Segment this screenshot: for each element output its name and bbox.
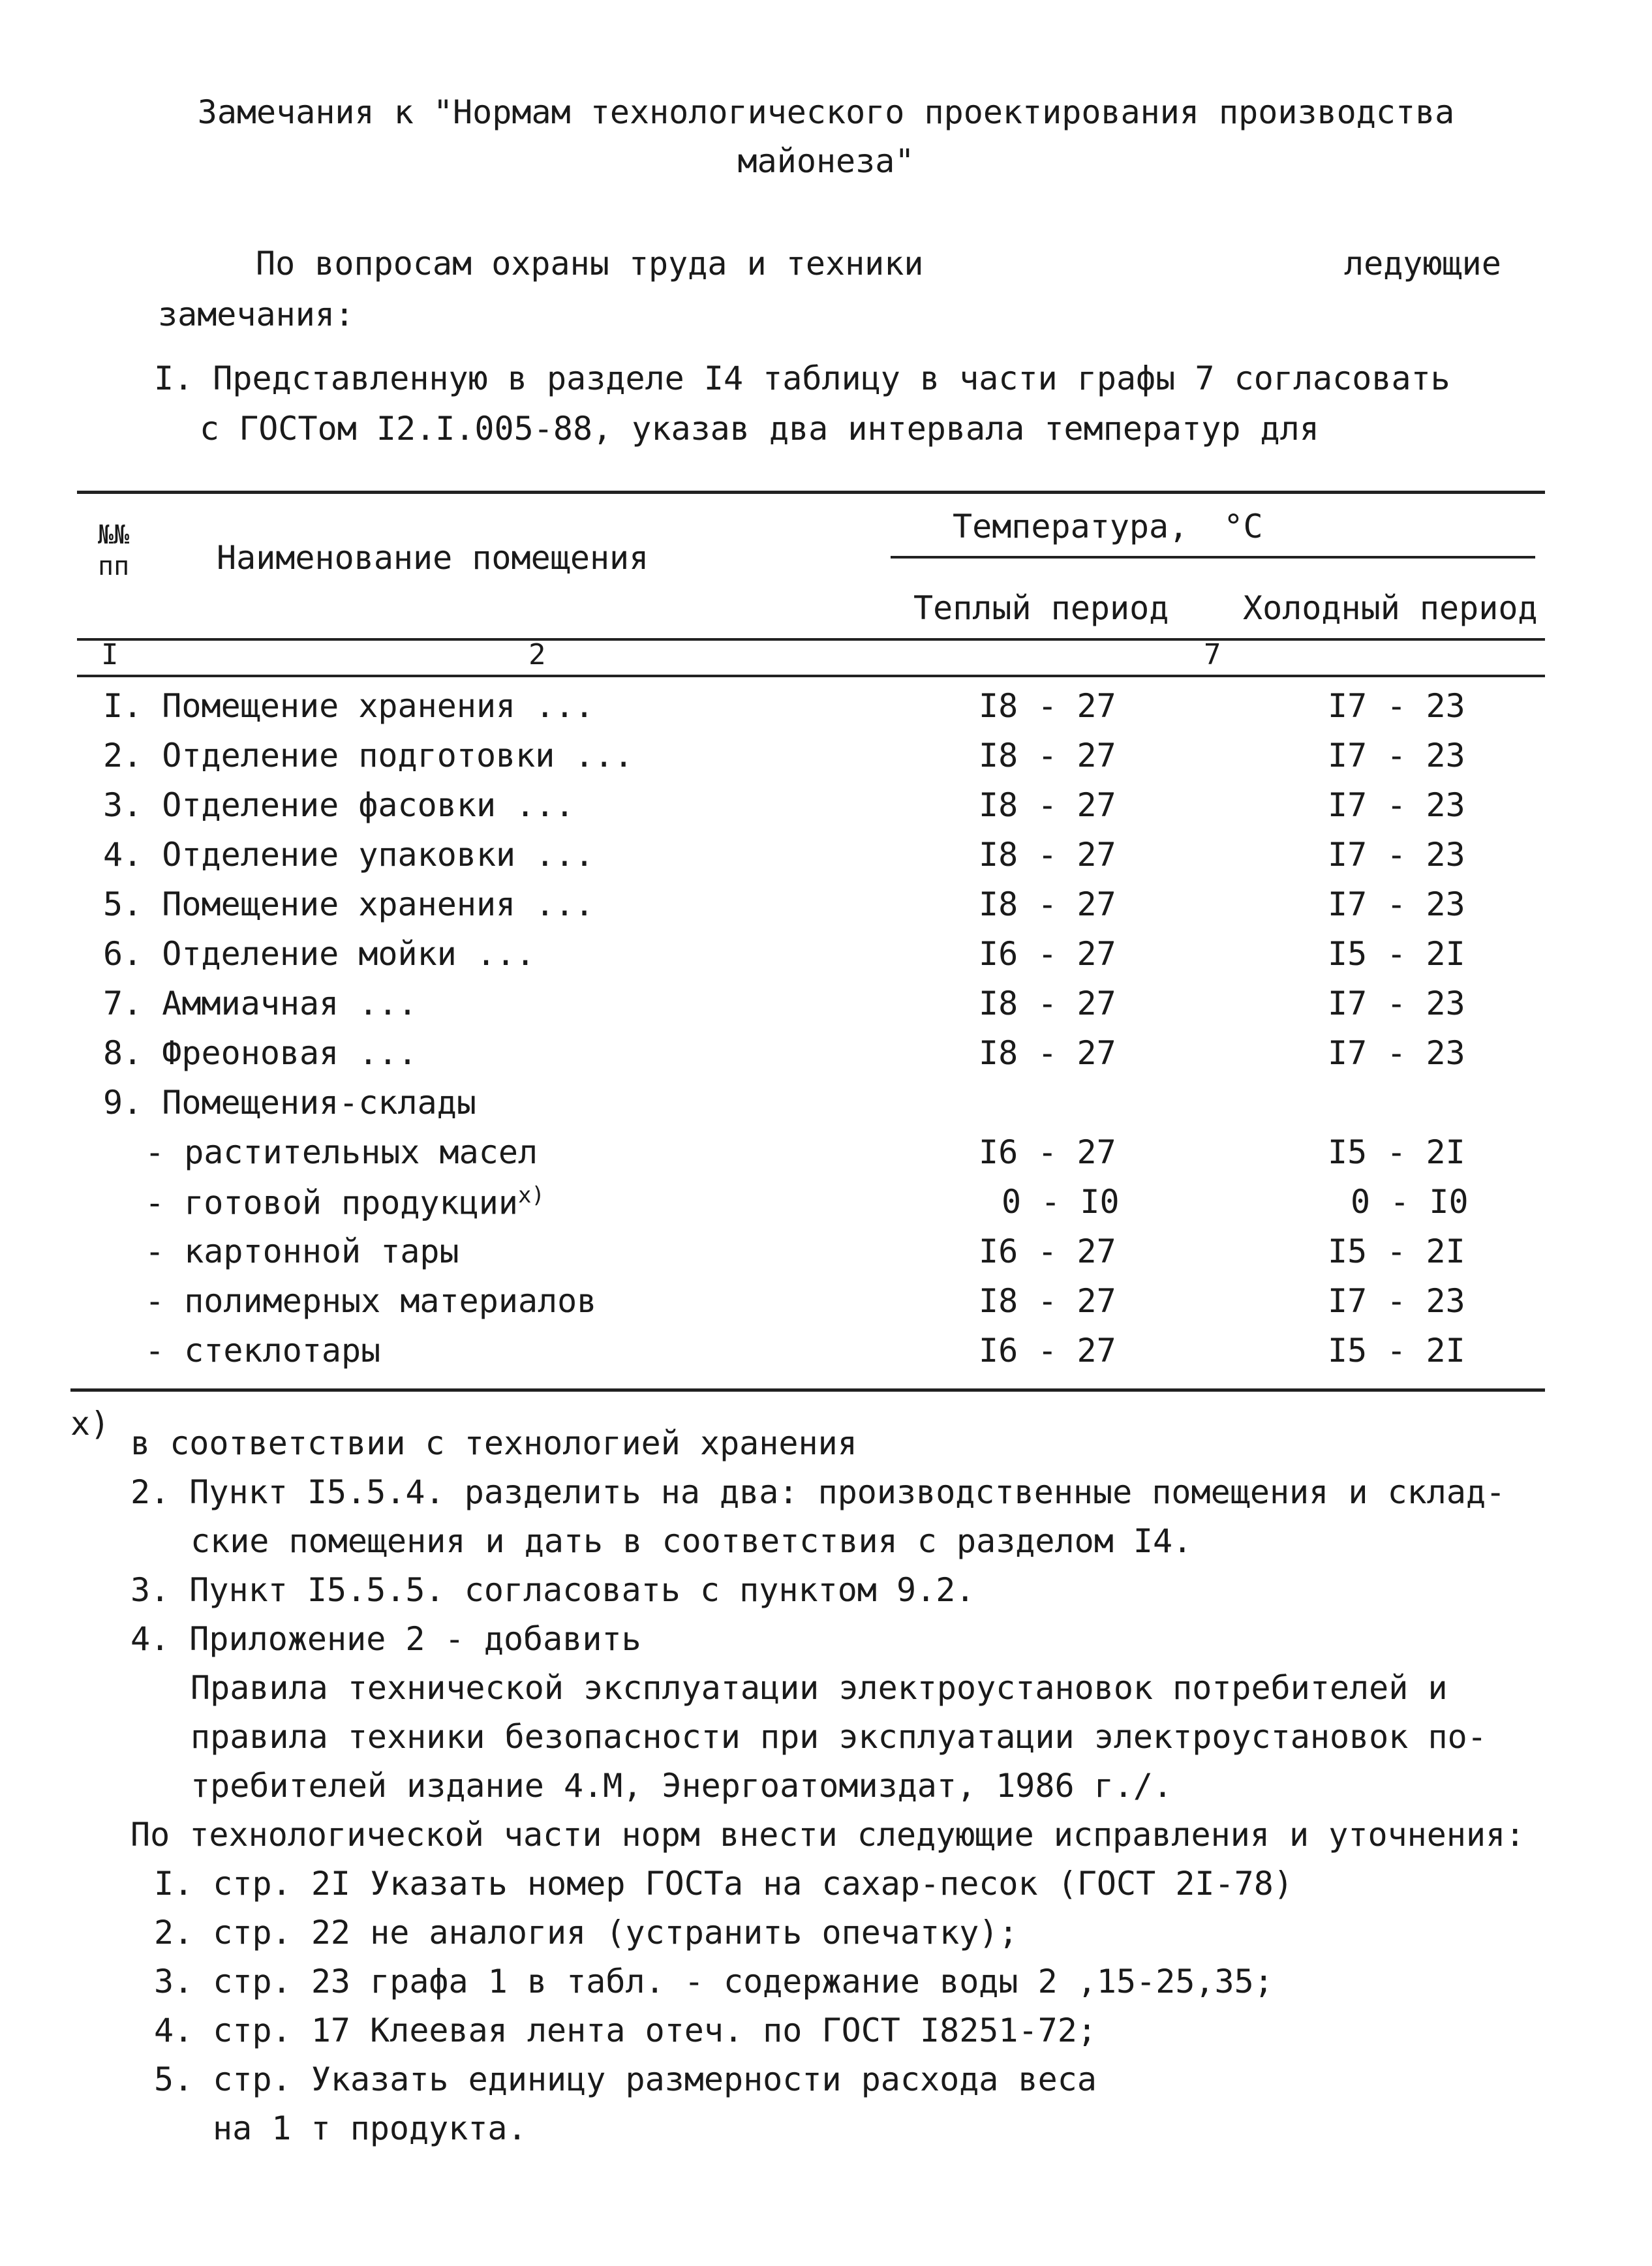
table-row-2-cold: I7 - 23 [1328, 737, 1465, 774]
table-row-4-warm: I8 - 27 [979, 836, 1116, 874]
tech-line-3: 3. стр. 23 графа 1 в табл. - содержание воды 2 ,15-25,35; [154, 1963, 1274, 2000]
tech-line-6: на 1 т продукта. [213, 2109, 527, 2147]
header-name-col: Наименование помещения [217, 539, 649, 577]
table-row-8-name: 8. Фреоновая ... [103, 1034, 418, 1072]
document-title-line1: Замечания к "Нормам технологического проектирования производства [197, 93, 1455, 131]
table-row-6-cold: I5 - 2I [1328, 935, 1465, 973]
table-row-11-warm: 0 - I0 [1002, 1183, 1120, 1221]
footnote-mark: x) [70, 1405, 110, 1443]
item2-line1: 2. Пункт I5.5.4. разделить на два: производственные помещения и склад- [130, 1473, 1506, 1511]
table-row-12-cold: I5 - 2I [1328, 1233, 1465, 1270]
table-row-5-cold: I7 - 23 [1328, 885, 1465, 923]
col-number-7: 7 [1204, 638, 1221, 671]
item4-line1: 4. Приложение 2 - добавить [130, 1620, 641, 1658]
table-row-10-warm: I6 - 27 [979, 1133, 1116, 1171]
header-num-line1: №№ [98, 520, 130, 550]
table-top-rule [77, 491, 1545, 494]
table-row-11-cold: 0 - I0 [1351, 1183, 1469, 1221]
tech-line-4: 4. стр. 17 Клеевая лента отеч. по ГОСТ I8251-72; [154, 2012, 1097, 2049]
tech-line-2: 2. стр. 22 не аналогия (устранить опечатку); [154, 1914, 1018, 1952]
col-number-rule [77, 675, 1545, 677]
table-row-7-cold: I7 - 23 [1328, 985, 1465, 1022]
col-number-1: I [101, 638, 119, 671]
table-row-5-name: 5. Помещение хранения ... [103, 885, 594, 923]
table-row-2-warm: I8 - 27 [979, 737, 1116, 774]
table-row-8-warm: I8 - 27 [979, 1034, 1116, 1072]
table-row-12-name: - картонной тары [145, 1233, 459, 1270]
item4-line4: требителей издание 4.М, Энергоатомиздат, 1986 г./. [191, 1767, 1173, 1805]
table-row-13-warm: I8 - 27 [979, 1282, 1116, 1320]
intro-line2: замечания: [158, 296, 355, 333]
header-num-line2: пп [98, 551, 130, 581]
table-row-14-cold: I5 - 2I [1328, 1332, 1465, 1370]
header-temp-group [953, 506, 1263, 548]
col-number-2: 2 [528, 638, 546, 671]
table-row-2-name: 2. Отделение подготовки ... [103, 737, 634, 774]
item1-line1: I. Представленную в разделе I4 таблицу в части графы 7 согласовать [154, 360, 1450, 397]
header-sub-rule [891, 556, 1535, 559]
table-row-12-warm: I6 - 27 [979, 1233, 1116, 1270]
table-row-11-name [145, 1181, 545, 1225]
table-row-6-warm: I6 - 27 [979, 935, 1116, 973]
table-row-10-name: - растительных масел [145, 1133, 538, 1171]
table-row-7-name: 7. Аммиачная ... [103, 985, 418, 1022]
table-row-14-name: - стеклотары [145, 1332, 381, 1370]
footnote-ref-mark: x) [517, 1182, 545, 1208]
item4-line2: Правила технической эксплуатации электроустановок потребителей и [191, 1669, 1448, 1707]
table-row-9-name: 9. Помещения-склады [103, 1084, 476, 1122]
header-bottom-rule [77, 638, 1545, 641]
table-row-13-cold: I7 - 23 [1328, 1282, 1465, 1320]
table-row-1-warm: I8 - 27 [979, 687, 1116, 725]
table-bottom-rule [70, 1388, 1545, 1392]
table-row-3-cold: I7 - 23 [1328, 786, 1465, 824]
header-temp-label: Температура, [953, 508, 1189, 545]
item3-line: 3. Пункт I5.5.5. согласовать с пунктом 9.2. [130, 1571, 975, 1609]
table-row-3-name: 3. Отделение фасовки ... [103, 786, 575, 824]
table-row-13-name: - полимерных материалов [145, 1282, 597, 1320]
table-row-11-label: - готовой продукции [145, 1184, 518, 1222]
tech-line-1: I. стр. 2I Указать номер ГОСТа на сахар-песок (ГОСТ 2I-78) [154, 1865, 1293, 1903]
footnote-text: в соответствии с технологией хранения [130, 1424, 857, 1462]
table-row-14-warm: I6 - 27 [979, 1332, 1116, 1370]
intro-line1-right: ледующие [1344, 245, 1501, 283]
header-cold: Холодный период [1243, 589, 1538, 627]
item4-line3: правила техники безопасности при эксплуатации электроустановок по- [191, 1718, 1487, 1756]
table-row-4-name: 4. Отделение упаковки ... [103, 836, 594, 874]
table-row-3-warm: I8 - 27 [979, 786, 1116, 824]
tech-section-heading: По технологической части норм внести следующие исправления и уточнения: [130, 1816, 1525, 1854]
table-row-1-cold: I7 - 23 [1328, 687, 1465, 725]
table-row-5-warm: I8 - 27 [979, 885, 1116, 923]
item2-line2: ские помещения и дать в соответствия с разделом I4. [191, 1522, 1193, 1560]
document-title-line2: майонеза" [737, 142, 915, 180]
table-row-6-name: 6. Отделение мойки ... [103, 935, 536, 973]
table-row-1-name: I. Помещение хранения ... [103, 687, 594, 725]
tech-line-5: 5. стр. Указать единицу размерности расхода веса [154, 2060, 1097, 2098]
intro-line1-left: По вопросам охраны труда и техники [256, 245, 924, 283]
item1-line2: с ГОСТом I2.I.005-88, указав два интервала температур для [200, 410, 1319, 448]
table-row-7-warm: I8 - 27 [979, 985, 1116, 1022]
table-row-4-cold: I7 - 23 [1328, 836, 1465, 874]
table-row-8-cold: I7 - 23 [1328, 1034, 1465, 1072]
header-temp-unit: °С [1223, 508, 1263, 545]
header-warm: Теплый период [913, 589, 1169, 627]
table-row-10-cold: I5 - 2I [1328, 1133, 1465, 1171]
